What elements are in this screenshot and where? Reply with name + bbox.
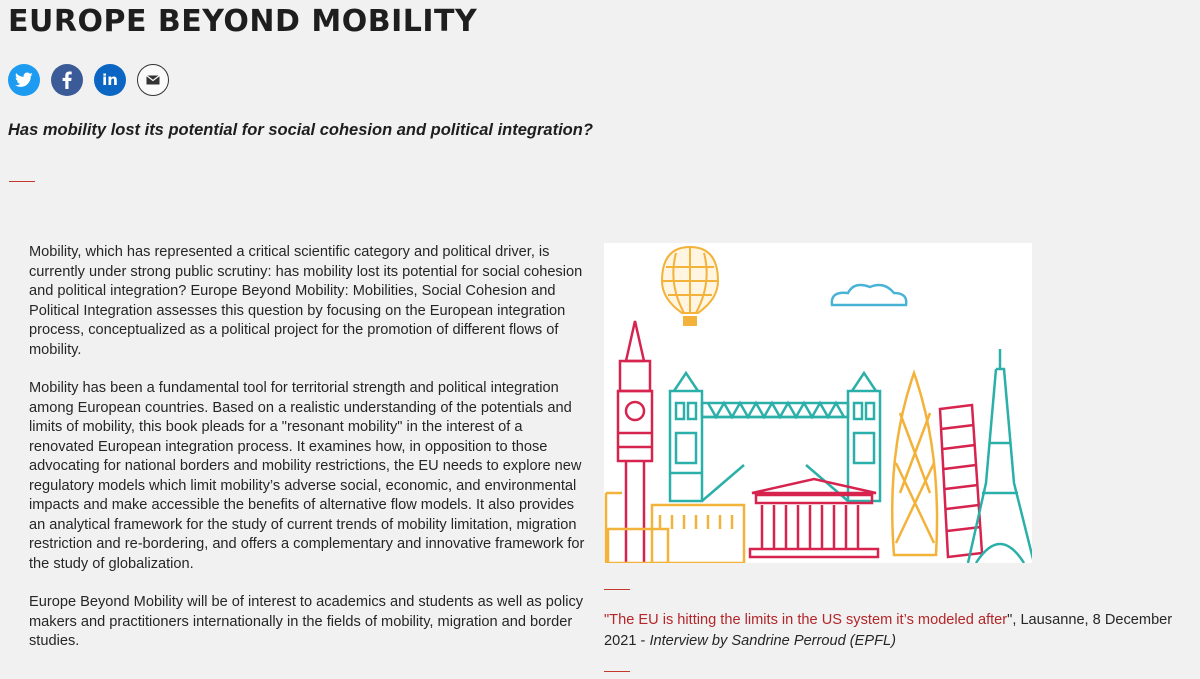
- twitter-share-button[interactable]: [8, 64, 40, 96]
- city-skyline-illustration: [604, 243, 1032, 563]
- interview-link[interactable]: "The EU is hitting the limits in the US system it’s modeled after: [604, 612, 1008, 628]
- caption-top-divider: [604, 589, 630, 590]
- bridge-walkway-icon: [702, 403, 848, 501]
- twitter-icon: [15, 72, 33, 88]
- share-bar: [8, 64, 169, 96]
- book-cover-illustration: [604, 243, 1032, 563]
- linkedin-glyph: in: [102, 72, 118, 88]
- caption-location-date: ", Lausanne, 8 December 2021 -: [604, 612, 1173, 649]
- body-paragraph-2: Mobility has been a fundamental tool for territorial strength and political integration among European countries. Based on a realistic understanding of the potentials and limits of mobility, this book pleads for a "resonant mobility" in the interest of a renovated European integration process. It examines how, in opposition to those advocating for national borders and mobility restrictions, the EU needs to explore new regulatory models which limit mobility’s adverse social, economic, and environmental impacts and make accessible the benefits of alternative flow models. It also provides an analytical framework for the study of current trends of mobility limitation, migration restriction and re-bordering, and offers a complementary and innovative framework for the study of globalization.: [29, 380, 585, 572]
- cloud-icon: [832, 285, 906, 305]
- hot-air-balloon-icon: [662, 247, 718, 325]
- eiffel-tower-icon: [968, 349, 1032, 563]
- facebook-icon: [62, 71, 72, 89]
- facebook-share-button[interactable]: [51, 64, 83, 96]
- page-title: EUROPE BEYOND MOBILITY: [8, 4, 478, 39]
- email-share-button[interactable]: [137, 64, 169, 96]
- email-icon: [146, 75, 160, 85]
- body-paragraph-1: Mobility, which has represented a critical scientific category and political driver, is currently under strong public scrutiny: has mobility lost its potential for social cohesion and political integration? Europe Beyond Mobility: Mobilities, Social Cohesion and Political Integration assesses this question by focusing on the European integration process, conceptualized as a political project for the promotion of different flows of mobility.: [29, 244, 583, 358]
- linkedin-icon: [100, 72, 120, 88]
- bridge-tower-left-icon: [670, 373, 702, 501]
- linkedin-share-button[interactable]: [94, 64, 126, 96]
- classical-building-icon: [750, 479, 878, 557]
- gherkin-tower-icon: [892, 373, 937, 555]
- article-body: [29, 243, 589, 671]
- big-ben-icon: [618, 321, 652, 563]
- caption-bottom-divider: [604, 671, 630, 672]
- page-subtitle: Has mobility lost its potential for social cohesion and political integration?: [8, 121, 593, 139]
- bridge-tower-right-icon: [848, 373, 880, 501]
- body-paragraph-3: Europe Beyond Mobility will be of interest to academics and students as well as policy makers and practitioners internationally in the fields of mobility, migration and border studies.: [29, 594, 584, 649]
- accent-divider: [9, 181, 35, 182]
- caption-interview-credit: Interview by Sandrine Perroud (EPFL): [649, 633, 897, 649]
- interview-caption: [604, 610, 1194, 652]
